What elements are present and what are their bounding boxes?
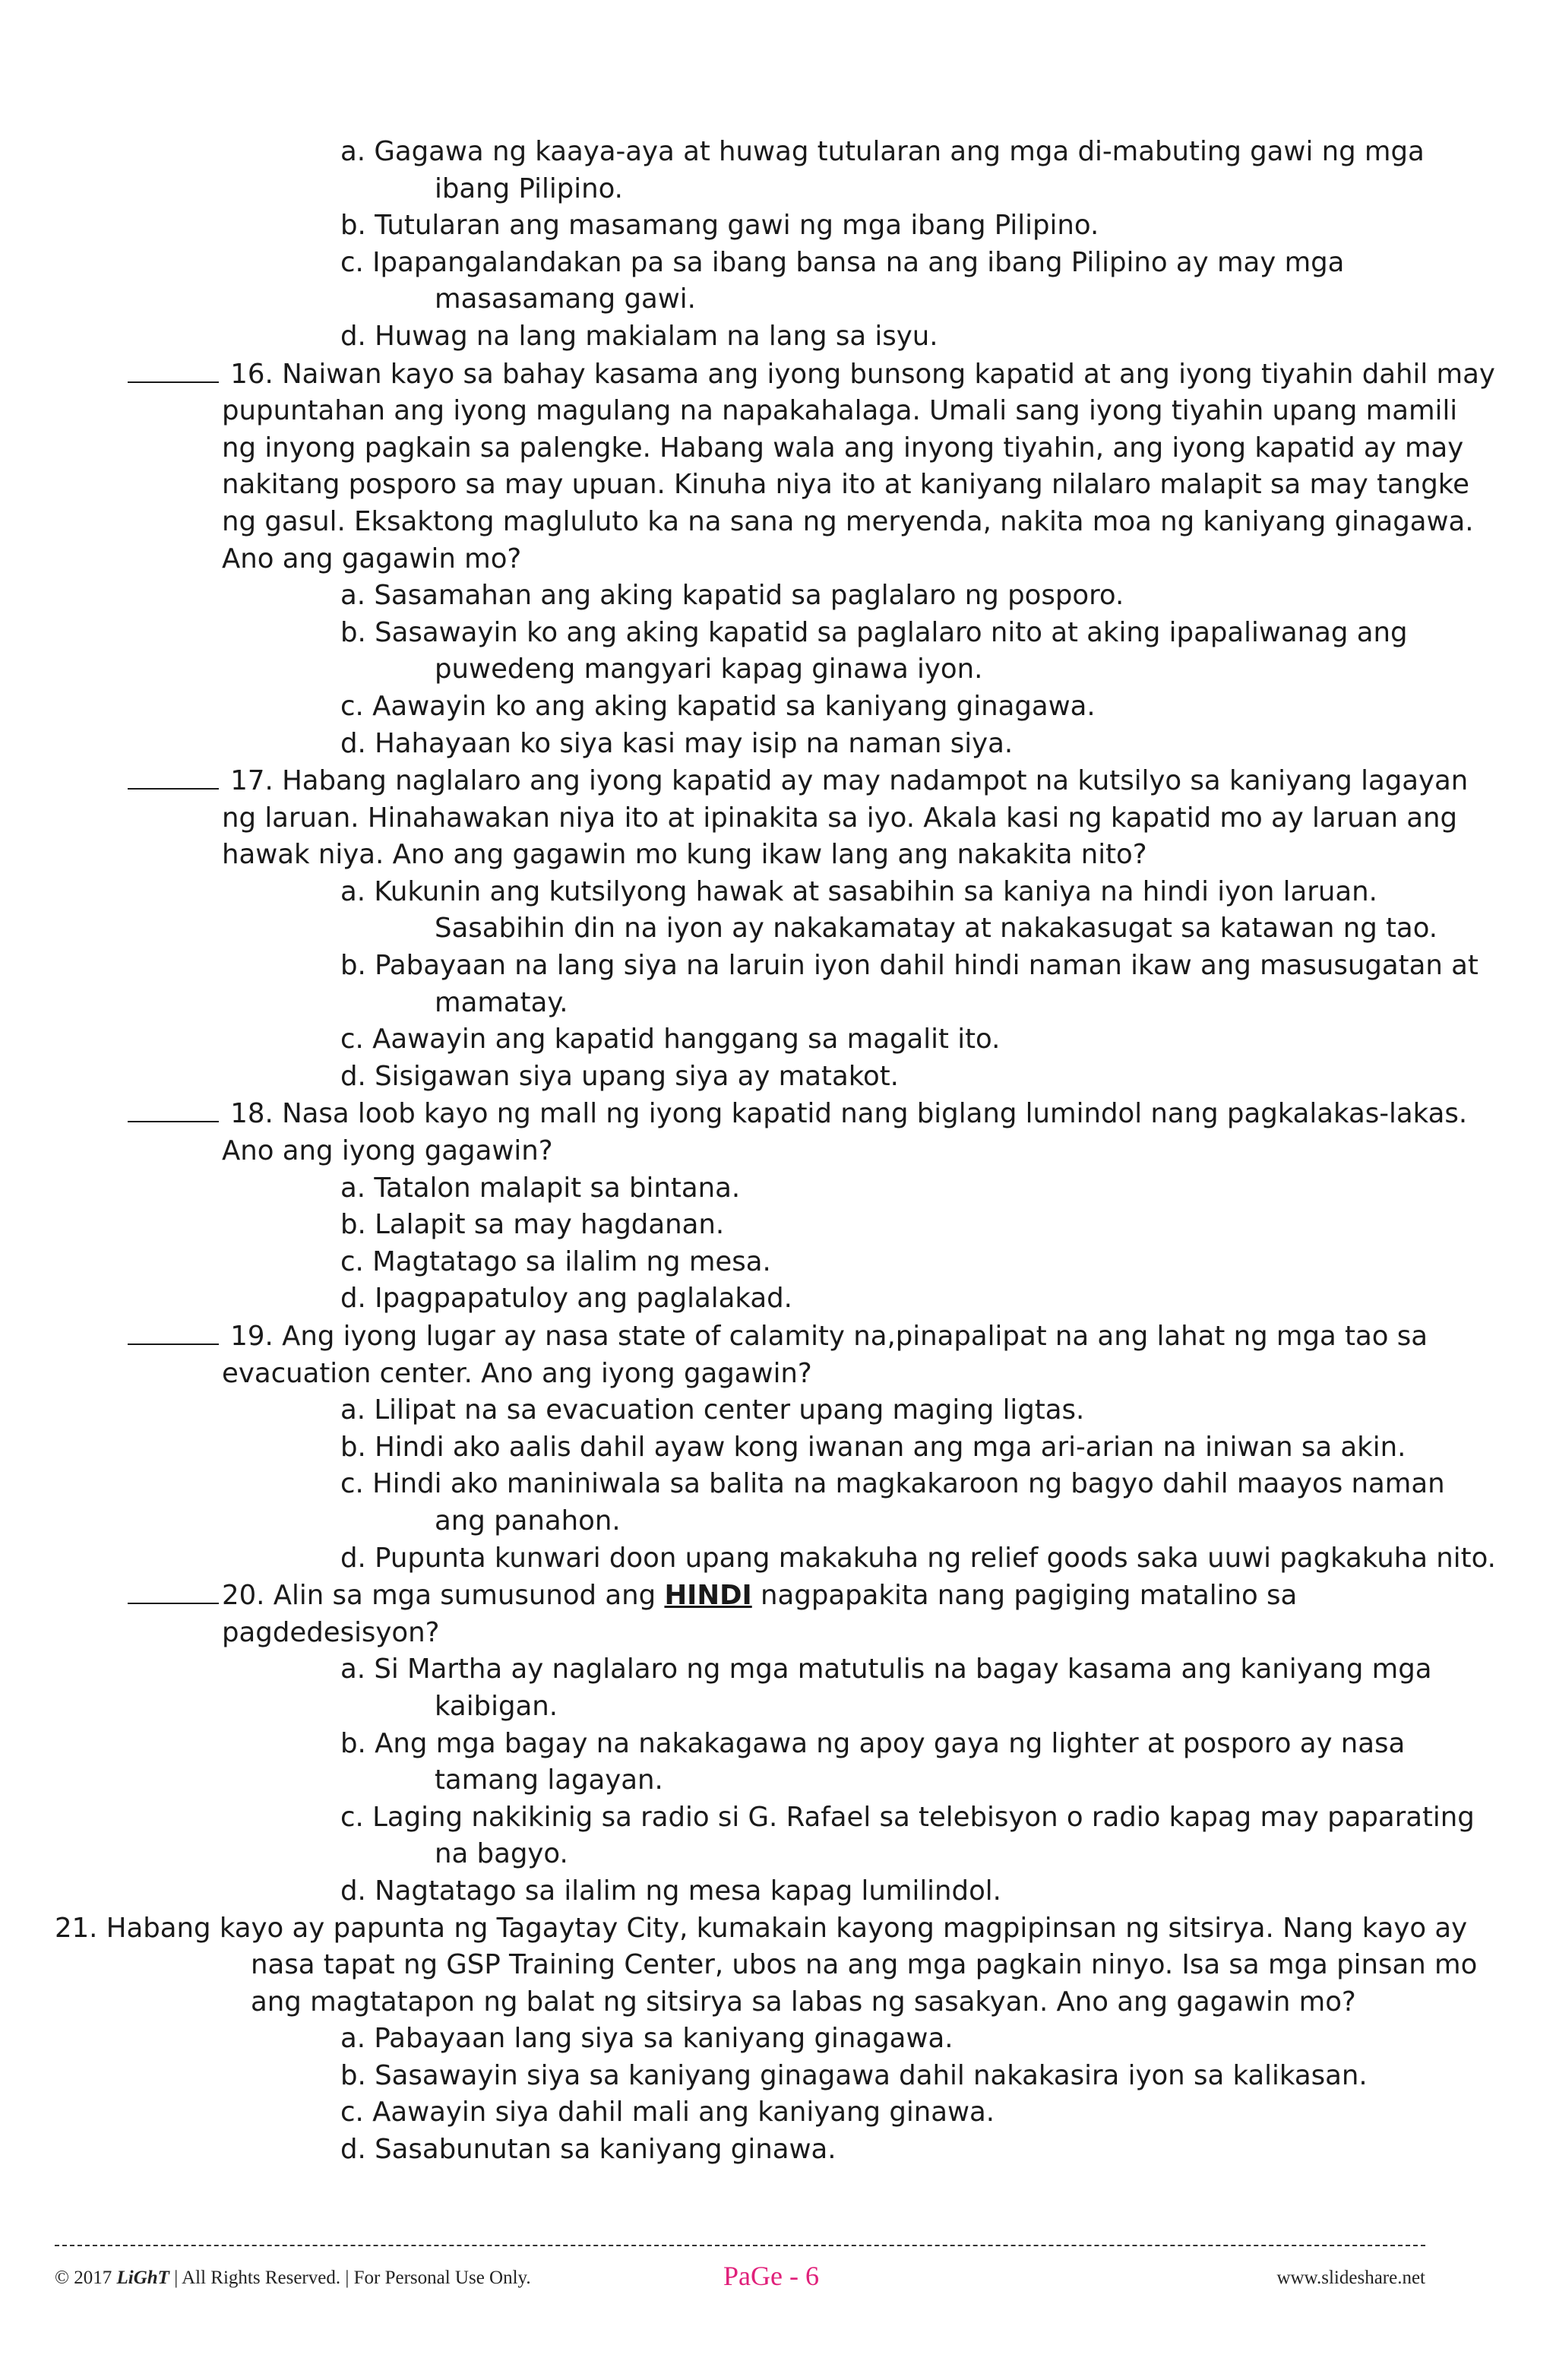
q18-number: 18. bbox=[230, 1098, 274, 1130]
q18-option-a: a. Tatalon malapit sa bintana. bbox=[340, 1172, 741, 1204]
q18-option-d: d. Ipagpapatuloy ang paglalakad. bbox=[340, 1283, 792, 1315]
q20-option-a: a. Si Martha ay naglalaro ng mga matutulis na bagay kasama ang kaniyang mga kaibigan. bbox=[340, 1654, 1432, 1722]
rights-text: | All Rights Reserved. | For Personal Use Only. bbox=[169, 2268, 531, 2288]
q15-option-b: b. Tutularan ang masamang gawi ng mga ibang Pilipino. bbox=[340, 210, 1099, 242]
q21-number: 21. bbox=[55, 1912, 98, 1944]
q21-option-b: b. Sasawayin siya sa kaniyang ginagawa dahil nakakasira iyon sa kalikasan. bbox=[340, 2059, 1368, 2091]
q17-stem bbox=[222, 762, 1498, 874]
q17-option-a: a. Kukunin ang kutsilyong hawak at sasabihin sa kaniya na hindi iyon laruan. Sasabihin din na iyon ay nakakamatay at nakakasugat sa katawan ng tao. bbox=[340, 875, 1438, 945]
q15-option-a: a. Gagawa ng kaaya-aya at huwag tutularan ang mga di-mabuting gawi ng mga ibang Pilipino. bbox=[340, 136, 1425, 204]
brand-name: LiGhT bbox=[116, 2268, 169, 2288]
q17-text: Habang naglalaro ang iyong kapatid ay may nadampot na kutsilyo sa kaniyang lagayan ng laruan. Hinahawakan niya ito at ipinakita sa iyo. Akala kasi ng kapatid mo ay laruan ang hawak niya. Ano ang gagawin mo kung ikaw lang ang nakakita nito? bbox=[222, 765, 1469, 871]
q18-text: Nasa loob kayo ng mall ng iyong kapatid nang biglang lumindol nang pagkalakas-lakas. Ano ang iyong gagawin? bbox=[222, 1098, 1468, 1167]
q19-text: Ang iyong lugar ay nasa state of calamity na,pinapalipat na ang lahat ng mga tao sa evacuation center. Ano ang iyong gagawin? bbox=[222, 1321, 1428, 1389]
q20-stem bbox=[222, 1577, 1498, 1651]
q16-text: Naiwan kayo sa bahay kasama ang iyong bunsong kapatid at ang iyong tiyahin dahil may pupuntahan ang iyong magulang na napakahalaga. Umali sang iyong tiyahin upang mamili ng inyong pagkain sa palengke. Habang wala ang inyong tiyahin, ang iyong kapatid ay may nakitang posporo sa may upuan. Kinuha niya ito at kaniyang nilalaro malapit sa may tangke ng gasul. Eksaktong magluluto ka na sana ng meryenda, nakita moa ng kaniyang ginagawa. Ano ang gagawin mo? bbox=[222, 358, 1495, 574]
q19-answer-blank[interactable] bbox=[128, 1318, 219, 1345]
question-16 bbox=[55, 356, 1498, 763]
q19-option-b: b. Hindi ako aalis dahil ayaw kong iwanan ang mga ari-arian na iniwan sa akin. bbox=[340, 1431, 1406, 1463]
q15-option-d: d. Huwag na lang makialam na lang sa isyu. bbox=[340, 320, 938, 352]
q16-number: 16. bbox=[230, 358, 274, 390]
q17-option-c: c. Aawayin ang kapatid hanggang sa magalit ito. bbox=[340, 1024, 1001, 1055]
q16-answer-blank[interactable] bbox=[128, 356, 219, 383]
quiz-content bbox=[55, 134, 1498, 2169]
site-url[interactable]: www.slideshare.net bbox=[1276, 2268, 1425, 2288]
q20-text-after: nagpapakita nang pagiging matalino sa pagdedesisyon? bbox=[222, 1580, 1298, 1648]
footer-divider bbox=[55, 2245, 1425, 2246]
q17-option-b: b. Pabayaan na lang siya na laruin iyon dahil hindi naman ikaw ang masusugatan at mamatay. bbox=[340, 950, 1479, 1018]
q17-number: 17. bbox=[230, 765, 274, 797]
q20-option-b: b. Ang mga bagay na nakakagawa ng apoy gaya ng lighter at posporo ay nasa tamang lagayan. bbox=[340, 1727, 1406, 1796]
q18-option-b: b. Lalapit sa may hagdanan. bbox=[340, 1209, 725, 1241]
q16-stem bbox=[222, 356, 1498, 578]
q19-number: 19. bbox=[230, 1321, 274, 1352]
q20-emphasis: HINDI bbox=[664, 1580, 752, 1612]
q16-option-b: b. Sasawayin ko ang aking kapatid sa paglalaro nito at aking ipapaliwanag ang puwedeng mangyari kapag ginawa iyon. bbox=[340, 616, 1408, 685]
q20-number: 20. bbox=[222, 1580, 265, 1612]
question-21 bbox=[55, 1910, 1498, 2169]
q20-option-d: d. Nagtatago sa ilalim ng mesa kapag lumilindol. bbox=[340, 1875, 1001, 1907]
q17-answer-blank[interactable] bbox=[128, 762, 219, 790]
q20-answer-blank[interactable] bbox=[128, 1577, 219, 1604]
q19-option-c: c. Hindi ako maniniwala sa balita na magkakaroon ng bagyo dahil maayos naman ang panahon. bbox=[340, 1468, 1445, 1537]
q21-option-a: a. Pabayaan lang siya sa kaniyang ginagawa. bbox=[340, 2023, 954, 2055]
q20-option-c: c. Laging nakikinig sa radio si G. Rafael sa telebisyon o radio kapag may paparating na bagyo. bbox=[340, 1801, 1475, 1870]
q19-stem bbox=[222, 1318, 1498, 1392]
question-20 bbox=[55, 1577, 1498, 1910]
footer-copyright bbox=[55, 2268, 531, 2289]
page-number: PaGe - 6 bbox=[723, 2261, 819, 2291]
q21-option-d: d. Sasabunutan sa kaniyang ginawa. bbox=[340, 2134, 837, 2166]
q21-text: Habang kayo ay papunta ng Tagaytay City, kumakain kayong magpipinsan ng sitsirya. Nang kayo ay nasa tapat ng GSP Training Center, ubos na ang mga pagkain ninyo. Isa sa mga pinsan mo ang magtatapon ng balat ng sitsirya sa labas ng sasakyan. Ano ang gagawin mo? bbox=[106, 1912, 1478, 2018]
q16-option-d: d. Hahayaan ko siya kasi may isip na naman siya. bbox=[340, 727, 1014, 759]
q21-stem bbox=[55, 1910, 1498, 2021]
q18-answer-blank[interactable] bbox=[128, 1095, 219, 1122]
q21-option-c: c. Aawayin siya dahil mali ang kaniyang ginawa. bbox=[340, 2097, 995, 2128]
q20-text-before: Alin sa mga sumusunod ang bbox=[273, 1580, 665, 1612]
question-19 bbox=[55, 1318, 1498, 1577]
q16-option-a: a. Sasamahan ang aking kapatid sa paglalaro ng posporo. bbox=[340, 580, 1124, 612]
q15-option-c: c. Ipapangalandakan pa sa ibang bansa na ang ibang Pilipino ay may mga masasamang gawi. bbox=[340, 246, 1345, 315]
q17-option-d: d. Sisigawan siya upang siya ay matakot. bbox=[340, 1060, 899, 1092]
q18-stem bbox=[222, 1095, 1498, 1169]
q19-option-a: a. Lilipat na sa evacuation center upang maging ligtas. bbox=[340, 1394, 1085, 1426]
question-15-options bbox=[55, 134, 1498, 356]
page-footer bbox=[55, 2263, 1425, 2296]
q16-option-c: c. Aawayin ko ang aking kapatid sa kaniyang ginagawa. bbox=[340, 690, 1096, 722]
question-18 bbox=[55, 1095, 1498, 1318]
q19-option-d: d. Pupunta kunwari doon upang makakuha ng relief goods saka uuwi pagkakuha nito. bbox=[340, 1542, 1496, 1574]
q18-option-c: c. Magtatago sa ilalim ng mesa. bbox=[340, 1245, 771, 1277]
copyright-text: © 2017 bbox=[55, 2268, 112, 2288]
question-17 bbox=[55, 762, 1498, 1095]
